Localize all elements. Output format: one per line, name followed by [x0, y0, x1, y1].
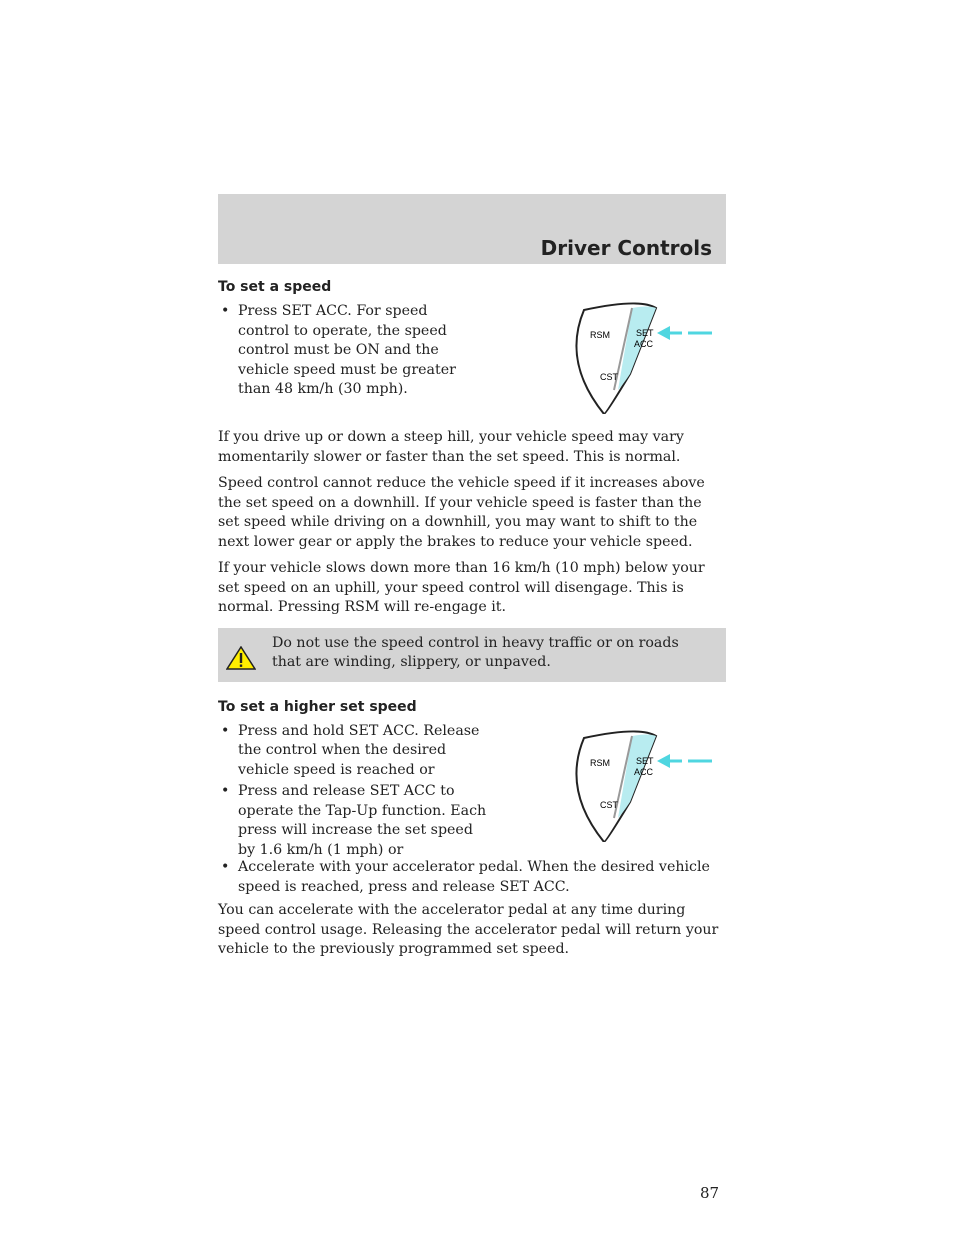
content: [218, 276, 726, 967]
set-speed-row: [218, 302, 726, 418]
stalk-svg: [556, 302, 726, 414]
paragraph: If you drive up or down a steep hill, your vehicle speed may vary momentarily slower or faster than the set speed. This is normal.: [218, 429, 684, 465]
higher-speed-bullets-cont: [218, 858, 726, 897]
higher-speed-row: [218, 722, 726, 863]
arrow-icon: [657, 326, 712, 340]
section-heading-higher-speed: To set a higher set speed: [218, 698, 417, 715]
paragraph: If your vehicle slows down more than 16 km/h (10 mph) below your set speed on an uphill, your speed control will disengage. This is normal. Pressing RSM will re-engage it.: [218, 560, 705, 615]
speed-control-stalk-diagram-2: [556, 722, 726, 846]
warning-box: [218, 628, 726, 682]
list-item: • Accelerate with your accelerator pedal. When the desired vehicle speed is reached, press and release SET ACC.: [218, 858, 726, 897]
cst-label: CST: [600, 799, 618, 810]
list-item: • Press and release SET ACC to operate the Tap-Up function. Each press will increase the set speed by 1.6 km/h (1 mph) or: [218, 782, 488, 860]
higher-speed-bullets: [218, 722, 488, 863]
warning-triangle-icon: [226, 634, 270, 674]
acc-label: ACC: [634, 766, 654, 777]
rsm-label: RSM: [590, 330, 610, 340]
rsm-label: RSM: [590, 757, 610, 768]
set-speed-bullets: [218, 302, 468, 402]
paragraph: You can accelerate with the accelerator pedal at any time during speed control usage. Releasing the accelerator pedal will return your vehicle to the previously programmed set speed.: [218, 902, 719, 957]
stalk-svg-2: [556, 730, 726, 842]
warning-text: Do not use the speed control in heavy traffic or on roads that are winding, slippery, or unpaved.: [272, 634, 679, 670]
acc-label: ACC: [634, 339, 654, 349]
page-title: Driver Controls: [540, 236, 712, 260]
arrow-icon: [657, 754, 712, 768]
list-item: • Press and hold SET ACC. Release the control when the desired vehicle speed is reached or: [218, 722, 488, 781]
section-heading-set-speed: To set a speed: [218, 279, 332, 295]
set-label: SET: [636, 328, 654, 338]
list-item: • Press SET ACC. For speed control to operate, the speed control must be ON and the vehicle speed must be greater than 48 km/h (30 mph).: [218, 302, 468, 400]
cst-label: CST: [600, 372, 618, 382]
header-band: [218, 194, 726, 264]
paragraph: Speed control cannot reduce the vehicle speed if it increases above the set speed on a downhill. If your vehicle speed is faster than the set speed while driving on a downhill, you may want to shift to the next lower gear or apply the brakes to reduce your vehicle speed.: [218, 475, 705, 550]
speed-control-stalk-diagram: [556, 302, 726, 418]
page-number: 87: [700, 1184, 720, 1202]
set-label: SET: [636, 755, 654, 766]
